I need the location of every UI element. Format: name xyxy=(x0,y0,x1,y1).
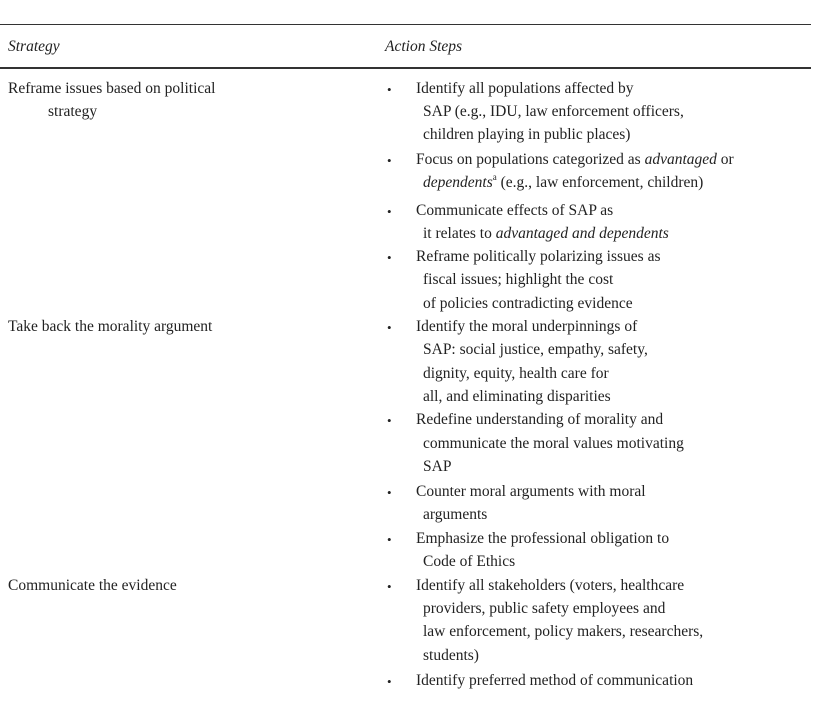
step-2-2-line-2: communicate the moral values motivating xyxy=(423,435,684,452)
step-1-2-text-or: or xyxy=(720,151,734,168)
step-2-1-line-2: SAP: social justice, empathy, safety, xyxy=(423,341,648,358)
step-1-2-text-b: (e.g., law enforcement, children) xyxy=(500,174,704,191)
step-1-1-line-2: SAP (e.g., IDU, law enforcement officers, xyxy=(423,103,684,120)
step-1-4-line-2: fiscal issues; highlight the cost xyxy=(423,271,614,288)
step-1-2-text-a: Focus on populations categorized as xyxy=(416,151,641,168)
bullet-icon: • xyxy=(387,413,392,428)
bullet-icon: • xyxy=(387,82,392,97)
bullet-icon: • xyxy=(387,674,392,689)
step-1-2-italic-dependents: dependents xyxy=(423,174,493,191)
step-3-1-line-1: Identify all stakeholders (voters, healthcare xyxy=(416,577,685,594)
step-1-3-line-2 xyxy=(423,224,669,244)
step-1-2-line-2 xyxy=(423,173,703,193)
step-2-4-line-1: Emphasize the professional obligation to xyxy=(416,530,670,547)
step-3-1-line-3: law enforcement, policy makers, researchers, xyxy=(423,623,704,640)
step-2-2-line-3: SAP xyxy=(423,458,452,475)
step-3-1-line-4: students) xyxy=(423,647,479,664)
step-1-3-line-1: Communicate effects of SAP as xyxy=(416,202,614,219)
header-action-steps: Action Steps xyxy=(385,38,463,55)
step-2-3-line-1: Counter moral arguments with moral xyxy=(416,483,646,500)
step-1-2-italic-advantaged: advantaged xyxy=(644,151,717,168)
strategy-cell-3-line-1: Communicate the evidence xyxy=(8,577,177,594)
footnote-marker: a xyxy=(492,171,497,182)
bullet-icon: • xyxy=(387,153,392,168)
bullet-icon: • xyxy=(387,320,392,335)
strategy-cell-1-line-1: Reframe issues based on political xyxy=(8,80,216,97)
header-strategy: Strategy xyxy=(8,38,60,55)
step-1-4-line-3: of policies contradicting evidence xyxy=(423,295,633,312)
step-2-1-line-4: all, and eliminating disparities xyxy=(423,388,611,405)
step-3-2-line-1: Identify preferred method of communication xyxy=(416,672,694,689)
bullet-icon: • xyxy=(387,532,392,547)
step-1-1-line-1: Identify all populations affected by xyxy=(416,80,634,97)
bullet-icon: • xyxy=(387,485,392,500)
header-rule xyxy=(0,67,811,69)
bullet-icon: • xyxy=(387,250,392,265)
step-1-2-line-1 xyxy=(416,150,734,170)
step-1-4-line-1: Reframe politically polarizing issues as xyxy=(416,248,661,265)
bullet-icon: • xyxy=(387,204,392,219)
step-1-3-italic: advantaged and dependents xyxy=(495,225,669,242)
step-1-1-line-3: children playing in public places) xyxy=(423,126,631,143)
step-2-1-line-3: dignity, equity, health care for xyxy=(423,365,609,382)
strategy-cell-2-line-1: Take back the morality argument xyxy=(8,318,213,335)
step-1-3-text: it relates to xyxy=(423,225,492,242)
step-2-4-line-2: Code of Ethics xyxy=(423,553,516,570)
table-top-rule xyxy=(0,24,811,25)
bullet-icon: • xyxy=(387,579,392,594)
step-2-1-line-1: Identify the moral underpinnings of xyxy=(416,318,638,335)
strategy-cell-1-line-2: strategy xyxy=(48,103,98,120)
step-2-3-line-2: arguments xyxy=(423,506,488,523)
step-3-1-line-2: providers, public safety employees and xyxy=(423,600,666,617)
step-2-2-line-1: Redefine understanding of morality and xyxy=(416,411,664,428)
